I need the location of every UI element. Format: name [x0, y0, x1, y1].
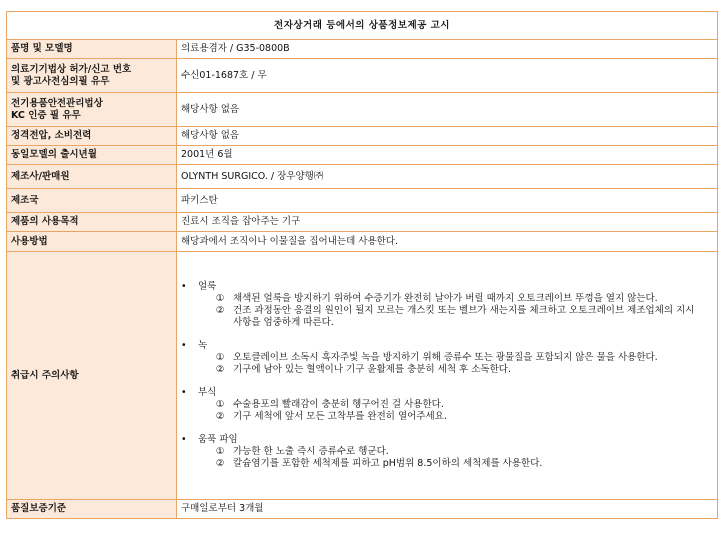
warranty-label: 품질보증기준: [7, 500, 177, 519]
warranty-value: 구매일로부터 3개월: [177, 500, 718, 519]
product-info-notice: [6, 11, 717, 519]
precaution-item: [181, 411, 713, 423]
bullet-icon: •: [181, 434, 187, 445]
precaution-heading-text: 녹: [198, 340, 208, 351]
precaution-section: [181, 387, 713, 423]
rated-voltage-label: 정격전압, 소비전력: [7, 127, 177, 146]
release-date-value: 2001년 6월: [177, 146, 718, 165]
precaution-heading-text: 움푹 파임: [198, 434, 238, 445]
usage-method-label: 사용방법: [7, 232, 177, 252]
permit-number-label: 의료기기법상 허가/신고 번호 및 광고사전심의필 유무: [7, 59, 177, 93]
kc-cert-row: [7, 93, 718, 127]
rated-voltage-row: [7, 127, 718, 146]
item-text: 건조 과정동안 응결의 원인이 될지 모르는 개스킷 또는 벨브가 새는지를 체크하고 오토크레이브 제조업체의 지시사항을 엄중하게 따른다.: [233, 305, 695, 328]
title-row: [7, 12, 718, 40]
item-number: ①: [215, 293, 225, 304]
release-date-row: [7, 146, 718, 165]
precautions-content: [177, 252, 718, 500]
precaution-item: [181, 305, 713, 329]
usage-purpose-value: 진료시 조직을 잡아주는 기구: [177, 213, 718, 232]
origin-country-label: 제조국: [7, 189, 177, 213]
usage-method-value: 해당과에서 조직이나 이물질을 집어내는데 사용한다.: [177, 232, 718, 252]
origin-country-row: [7, 189, 718, 213]
precaution-item: [181, 458, 713, 470]
origin-country-value: 파키스탄: [177, 189, 718, 213]
item-text: 채색된 얼룩을 방지하기 위하여 수증기가 완전히 날아가 버릴 때까지 오토크레이브 뚜껑을 열지 않는다.: [233, 293, 658, 304]
precaution-section: [181, 434, 713, 470]
precautions-label: 취급시 주의사항: [7, 252, 177, 500]
usage-purpose-label: 제품의 사용목적: [7, 213, 177, 232]
product-name-row: [7, 40, 718, 59]
bullet-icon: •: [181, 387, 187, 398]
notice-title: 전자상거래 등에서의 상품정보제공 고시: [7, 12, 718, 40]
precaution-item: [181, 293, 713, 305]
precaution-heading-text: 얼룩: [198, 281, 217, 292]
precaution-section: [181, 340, 713, 376]
release-date-label: 동일모델의 출시년월: [7, 146, 177, 165]
usage-purpose-row: [7, 213, 718, 232]
item-text: 오토클레이브 소독시 흑자주빛 녹을 방지하기 위해 증류수 또는 광물질을 포함되지 않은 물을 사용한다.: [233, 352, 658, 363]
item-number: ①: [215, 352, 225, 363]
precaution-heading: [181, 434, 713, 446]
item-number: ②: [215, 458, 225, 469]
item-text: 수술용포의 빨래감이 충분히 헹구어진 걸 사용한다.: [233, 399, 444, 410]
precaution-heading: [181, 281, 713, 293]
item-text: 칼슘염기를 포함한 세척제를 피하고 pH범위 8.5이하의 세척제를 사용한다.: [233, 458, 543, 469]
kc-cert-label: 전기용품안전관리법상 KC 인증 필 유무: [7, 93, 177, 127]
item-number: ②: [215, 364, 225, 375]
item-number: ①: [215, 399, 225, 410]
manufacturer-row: [7, 165, 718, 189]
precaution-item: [181, 364, 713, 376]
item-text: 기구 세척에 앞서 모든 고착부를 완전히 열어주세요.: [233, 411, 447, 422]
product-name-value: 의료용겸자 / G35-0800B: [177, 40, 718, 59]
item-number: ①: [215, 446, 225, 457]
rated-voltage-value: 해당사항 없음: [177, 127, 718, 146]
product-info-table: [6, 11, 718, 519]
item-number: ②: [215, 305, 225, 316]
bullet-icon: •: [181, 281, 187, 292]
permit-number-row: [7, 59, 718, 93]
precaution-heading: [181, 387, 713, 399]
precaution-section: [181, 281, 713, 329]
warranty-row: [7, 500, 718, 519]
item-number: ②: [215, 411, 225, 422]
precaution-item: [181, 399, 713, 411]
precaution-item: [181, 352, 713, 364]
item-text: 기구에 남아 있는 혈액이나 기구 윤활제를 충분히 세척 후 소독한다.: [233, 364, 511, 375]
permit-number-value: 수신01-1687호 / 무: [177, 59, 718, 93]
manufacturer-label: 제조사/판매원: [7, 165, 177, 189]
manufacturer-value: OLYNTH SURGICO. / 장우양행㈜: [177, 165, 718, 189]
item-text: 가능한 한 노출 즉시 증류수로 헹군다.: [233, 446, 389, 457]
precaution-item: [181, 446, 713, 458]
precautions-row: [7, 252, 718, 500]
usage-method-row: [7, 232, 718, 252]
product-name-label: 품명 및 모델명: [7, 40, 177, 59]
kc-cert-value: 해당사항 없음: [177, 93, 718, 127]
precaution-heading: [181, 340, 713, 352]
precaution-heading-text: 부식: [198, 387, 217, 398]
bullet-icon: •: [181, 340, 187, 351]
